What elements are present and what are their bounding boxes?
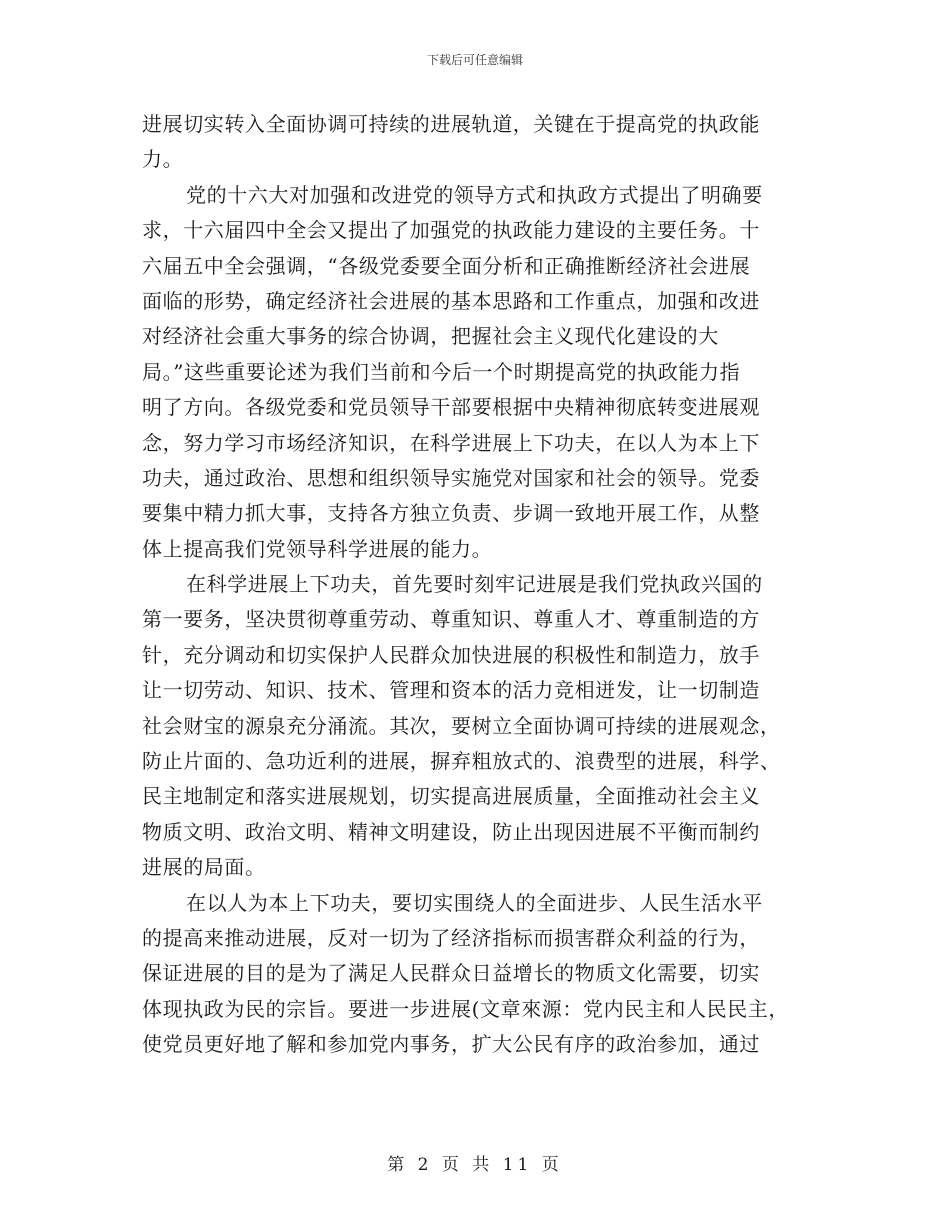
text-line: 物质文明、政治文明、精神文明建设，防止出现因进展不平衡而制约 [142,819,760,844]
text-line: 民主地制定和落实进展规划，切实提高进展质量，全面推动社会主义 [142,784,760,809]
text-line: 社会财宝的源泉充分涌流。其次，要树立全面协调可持续的进展观念， [142,713,781,738]
text-line: 让一切劳动、知识、技术、管理和资本的活力竞相迸发，让一切制造 [142,678,760,703]
page-header-note: 下载后可任意编辑 [426,53,523,67]
text-line: 局。”这些重要论述为我们当前和今后一个时期提高党的执政能力指 [142,359,741,384]
text-line: 第一要务，坚决贯彻尊重劳动、尊重知识、尊重人才、尊重制造的方 [142,607,760,632]
text-line: 在科学进展上下功夫，首先要时刻牢记进展是我们党执政兴国的 [186,572,763,597]
text-line: 进展切实转入全面协调可持续的进展轨道，关键在于提高党的执政能 [142,112,760,136]
text-line: 党的十六大对加强和改进党的领导方式和执政方式提出了明确要 [186,182,763,207]
text-line: 明了方向。各级党委和党员领导干部要根据中央精神彻底转变进展观 [142,395,760,420]
text-line: 要集中精力抓大事，支持各方独立负责、步调一致地开展工作，从整 [142,501,760,526]
text-line: 体现执政为民的宗旨。要进一步进展(文章來源：党内民主和人民民主， [142,996,790,1021]
document-body [142,107,822,1063]
text-line: 念，努力学习市场经济知识，在科学进展上下功夫，在以人为本上下 [142,430,760,455]
text-line: 进展的局面。 [142,855,266,880]
text-line: 的提高来推动进展，反对一切为了经济指标而损害群众利益的行为， [142,925,760,950]
text-line: 面临的形势，确定经济社会进展的基本思路和工作重点，加强和改进 [142,288,760,313]
page-number-footer: 第 2 页 共 11 页 [387,1155,563,1175]
text-line: 防止片面的、急功近利的进展，摒弃粗放式的、浪费型的进展，科学、 [142,749,781,774]
text-line: 力。 [142,147,184,172]
text-line: 保证进展的目的是为了满足人民群众日益增长的物质文化需要，切实 [142,961,760,986]
text-line: 针，充分调动和切实保护人民群众加快进展的积极性和制造力，放手 [142,642,760,667]
text-line: 体上提高我们党领导科学进展的能力。 [142,536,493,561]
text-line: 求，十六届四中全会又提出了加强党的执政能力建设的主要任务。十 [142,218,760,243]
text-line: 六届五中全会强调，“各级党委要全面分析和正确推断经济社会进展 [142,253,751,278]
text-line: 使党员更好地了解和参加党内事务，扩大公民有序的政治参加，通过 [142,1032,760,1057]
text-line: 对经济社会重大事务的综合协调，把握社会主义现代化建设的大 [142,324,719,349]
text-line: 在以人为本上下功夫，要切实围绕人的全面进步、人民生活水平 [186,890,763,915]
text-line: 功夫，通过政治、思想和组织领导实施党对国家和社会的领导。党委 [142,465,760,490]
